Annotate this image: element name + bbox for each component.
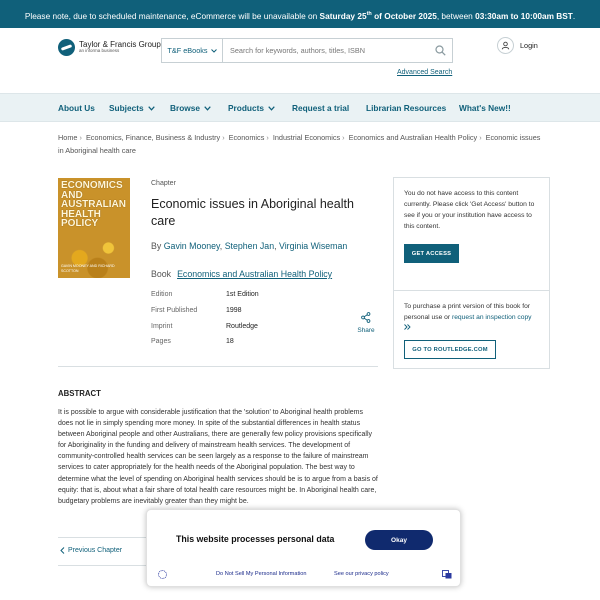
maintenance-banner [0,0,600,28]
privacy-choices-icon[interactable] [442,570,452,579]
cover-title: ECONOMICS AND AUSTRALIAN HEALTH POLICY [61,180,126,229]
parent-book [151,269,332,279]
banner-date: Saturday 25th of October 2025 [319,10,437,21]
double-chevron-right-icon [404,324,411,330]
login-button[interactable] [497,37,538,54]
cookie-okay-button[interactable]: Okay [365,530,433,550]
chevron-left-icon [60,547,65,554]
banner-text-2: , between [436,10,476,21]
cookie-consent-popup [146,509,461,587]
author-link[interactable]: Gavin Mooney [163,241,220,251]
logo-subtitle: an informa business [79,48,120,54]
search-input[interactable] [223,39,428,62]
divider [58,366,378,367]
share-button[interactable] [354,312,378,334]
breadcrumb-book[interactable]: Economics and Australian Health Policy [348,133,478,142]
search-button[interactable] [428,39,452,62]
get-access-button[interactable]: GET ACCESS [404,244,459,263]
book-label: Book [151,269,172,279]
cookie-settings-icon[interactable] [158,570,167,579]
nav-subjects[interactable]: Subjects [109,94,155,122]
cover-authors: GAVIN MOONEY AND RICHARD SCOTTON [61,264,115,273]
banner-time: 03:30am to 10:00am BST [475,10,573,21]
search-bar [161,38,453,63]
breadcrumb-home[interactable]: Home [58,133,78,142]
inspection-copy-link[interactable]: request an inspection copy [451,314,532,321]
breadcrumb-current: Economic issues in Aboriginal health care [58,133,541,155]
nav-browse[interactable]: Browse [170,94,211,122]
author-link[interactable]: Stephen Jan [224,241,275,251]
share-icon [361,312,371,323]
tf-logo-icon [58,39,75,56]
do-not-sell-link[interactable]: Do Not Sell My Personal Information [216,571,307,577]
nav-about-us[interactable]: About Us [58,103,95,113]
divider [394,290,549,291]
breadcrumb-economics-finance[interactable]: Economics, Finance, Business & Industry [85,133,221,142]
banner-text-3: . [572,10,576,21]
search-scope-label: T&F eBooks [167,46,208,55]
site-logo[interactable] [58,39,161,56]
nav-librarian-resources[interactable]: Librarian Resources [366,103,447,113]
advanced-search-link[interactable]: Advanced Search [397,69,453,76]
cookie-title: This website processes personal data [176,534,335,544]
nav-whats-new[interactable]: What's New!! [459,103,511,113]
login-label: Login [520,41,538,50]
main-nav [0,93,600,122]
breadcrumb: Home › Economics, Finance, Business & Industry › Economics › Industrial Economics › Economics and Australian Health Policy › Economic issues in Aboriginal health care [58,133,541,155]
book-title-link[interactable]: Economics and Australian Health Policy [177,269,333,279]
chevron-down-icon [268,106,275,111]
author-link[interactable]: Virginia Wiseman [278,241,348,251]
breadcrumb-industrial-economics[interactable]: Industrial Economics [272,133,341,142]
banner-text-1: Please note, due to scheduled maintenance, eCommerce will be unavailable on [24,10,320,21]
print-version-message: To purchase a print version of this book for personal use or request an inspection copy [404,301,540,334]
content-type-label: Chapter [151,180,176,187]
search-icon [435,45,446,56]
abstract-text: It is possible to argue with considerable justification that the 'solution' to Aboriginal health problems does not lie in simply spending more money. In spite of the substantial differences in health status between Aboriginal people and other Australians, there are generally few policy provisions specifically for Aboriginality in the funding and delivery of mainstream health services. The development of community-controlled health services can be seen largely as a response to the failure of mainstream services to cater appropriately for the health needs of the Aboriginal population. The best way to determine what the level of spending on Aboriginal health services should be is to argue from a basis of equity: that is, about what a fair share of total health care resources might be. In Aboriginal health care, budgetary problems are inevitably greater than they might be. [58,409,378,505]
search-scope-select[interactable] [162,39,223,62]
access-panel [393,177,550,369]
previous-chapter-link[interactable]: Previous Chapter [60,547,122,554]
chapter-title: Economic issues in Aboriginal health care [151,197,354,228]
chevron-down-icon [204,106,211,111]
user-icon [497,37,514,54]
privacy-policy-link[interactable]: See our privacy policy [334,571,389,577]
breadcrumb-economics[interactable]: Economics [228,133,265,142]
chevron-down-icon [148,106,155,111]
nav-request-trial[interactable]: Request a trial [292,103,350,113]
abstract-heading: ABSTRACT [58,389,101,398]
share-label: Share [357,327,375,334]
access-message: You do not have access to this content currently. Please click 'Get Access' button to see if you or your institution have access to this content. [404,190,535,230]
book-cover[interactable] [58,178,130,278]
logo-title: Taylor & Francis Group [79,39,161,49]
chapter-authors: By Gavin Mooney, Stephen Jan, Virginia Wiseman [151,241,348,251]
go-to-routledge-button[interactable]: GO TO ROUTLEDGE.COM [404,340,496,359]
nav-products[interactable]: Products [228,94,275,122]
chevron-down-icon [211,49,217,53]
